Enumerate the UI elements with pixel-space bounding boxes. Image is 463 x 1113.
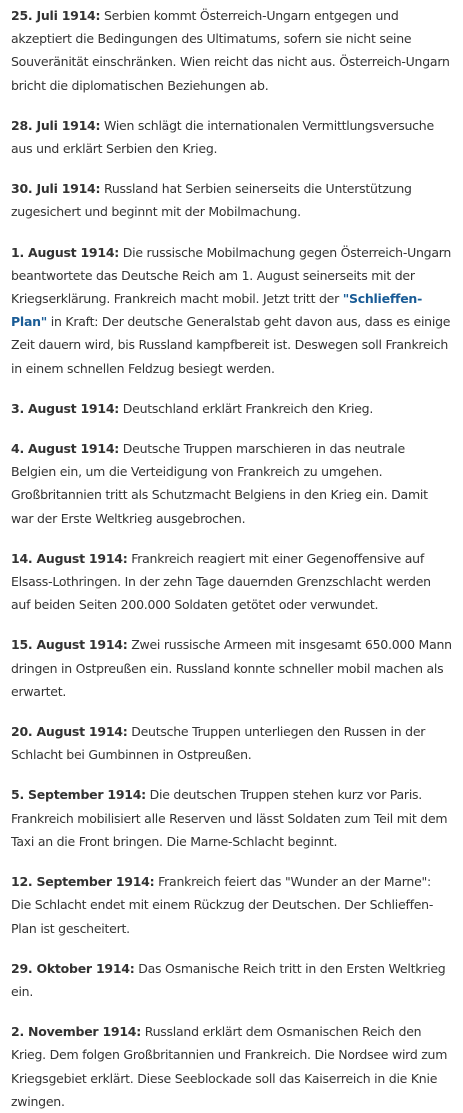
entry-text: Deutsche Truppen unterliegen den Russen in der Schlacht bei Gumbinnen in Ostpreußen. <box>11 724 426 763</box>
timeline-entry-5-september <box>11 783 452 853</box>
entry-text: Das Osmanische Reich tritt in den Ersten Weltkrieg ein. <box>11 960 446 999</box>
entry-date: 15. August 1914: <box>11 637 128 653</box>
entry-text: Russland hat Serbien seinerseits die Unterstützung zugesichert und beginnt mit der Mobilmachung. <box>11 181 412 220</box>
entry-text: Frankreich feiert das "Wunder an der Marne": Die Schlacht endet mit einem Rückzug der Deutschen. Der Schlieffen-Plan ist gescheitert. <box>11 874 434 936</box>
timeline-entry-28-juli <box>11 114 452 160</box>
timeline-entry-1-august <box>11 241 452 380</box>
schlieffen-plan-link[interactable]: "Schlieffen-Plan" <box>11 291 423 330</box>
timeline-entry-2-november <box>11 1020 452 1113</box>
timeline-entry-4-august <box>11 437 452 530</box>
entry-text: Die deutschen Truppen stehen kurz vor Paris. Frankreich mobilisiert alle Reserven und lässt Soldaten zum Teil mit dem Taxi an die Front bringen. Die Marne-Schlacht beginnt. <box>11 787 448 849</box>
entry-date: 2. November 1914: <box>11 1024 141 1040</box>
entry-text: Russland erklärt dem Osmanischen Reich den Krieg. Dem folgen Großbritannien und Frankreich. Die Nordsee wird zum Kriegsgebiet erklärt. Diese Seeblockade soll das Kaiserreich in die Knie zwingen. <box>11 1024 448 1109</box>
entry-date: 14. August 1914: <box>11 550 128 566</box>
timeline-entry-15-august <box>11 633 452 703</box>
entry-text: Serbien kommt Österreich-Ungarn entgegen und akzeptiert die Bedingungen des Ultimatums, sofern sie nicht seine Souveränität einschränken. Wien reicht das nicht aus. Österreich-Ungarn bricht die diplomatischen Beziehungen ab. <box>11 8 450 93</box>
entry-text: Deutschland erklärt Frankreich den Krieg. <box>119 400 374 416</box>
entry-date: 3. August 1914: <box>11 400 120 416</box>
entry-date: 20. August 1914: <box>11 724 128 740</box>
entry-date: 12. September 1914: <box>11 874 155 890</box>
entry-text: in Kraft: Der deutsche Generalstab geht davon aus, dass es einige Zeit dauern wird, bis Russland kampfbereit ist. Deswegen soll Frankreich in einem schnellen Feldzug besiegt werden. <box>11 314 451 376</box>
timeline-entry-30-juli <box>11 177 452 223</box>
entry-date: 28. Juli 1914: <box>11 117 101 133</box>
entry-date: 25. Juli 1914: <box>11 8 101 23</box>
timeline-entry-29-oktober <box>11 957 452 1003</box>
timeline-entry-25-juli <box>11 4 452 97</box>
entry-date: 5. September 1914: <box>11 787 146 803</box>
entry-text: Die russische Mobilmachung gegen Österreich-Ungarn beantwortete das Deutsche Reich am 1. August seinerseits mit der Kriegserklärung. Frankreich macht mobil. Jetzt tritt der <box>11 244 452 307</box>
timeline-entry-3-august <box>11 397 452 420</box>
timeline-entry-20-august <box>11 720 452 766</box>
entry-date: 4. August 1914: <box>11 441 120 457</box>
timeline-entry-12-september <box>11 870 452 940</box>
entry-date: 30. Juli 1914: <box>11 181 101 197</box>
entry-text: Wien schlägt die internationalen Vermittlungsversuche aus und erklärt Serbien den Krieg. <box>11 117 434 157</box>
entry-date: 1. August 1914: <box>11 244 120 260</box>
timeline-entry-14-august <box>11 547 452 617</box>
entry-date: 29. Oktober 1914: <box>11 960 135 976</box>
entry-text: Frankreich reagiert mit einer Gegenoffensive auf Elsass-Lothringen. In der zehn Tage dauernden Grenzschlacht werden auf beiden Seiten 200.000 Soldaten getötet oder verwundet. <box>11 550 431 613</box>
entry-text: Deutsche Truppen marschieren in das neutrale Belgien ein, um die Verteidigung von Frankreich zu umgehen. Großbritannien tritt als Schutzmacht Belgiens in den Krieg ein. Damit war der Erste Weltkrieg ausgebrochen. <box>11 441 428 526</box>
entry-text: Zwei russische Armeen mit insgesamt 650.000 Mann dringen in Ostpreußen ein. Russland konnte schneller mobil machen als erwartet. <box>11 637 452 699</box>
